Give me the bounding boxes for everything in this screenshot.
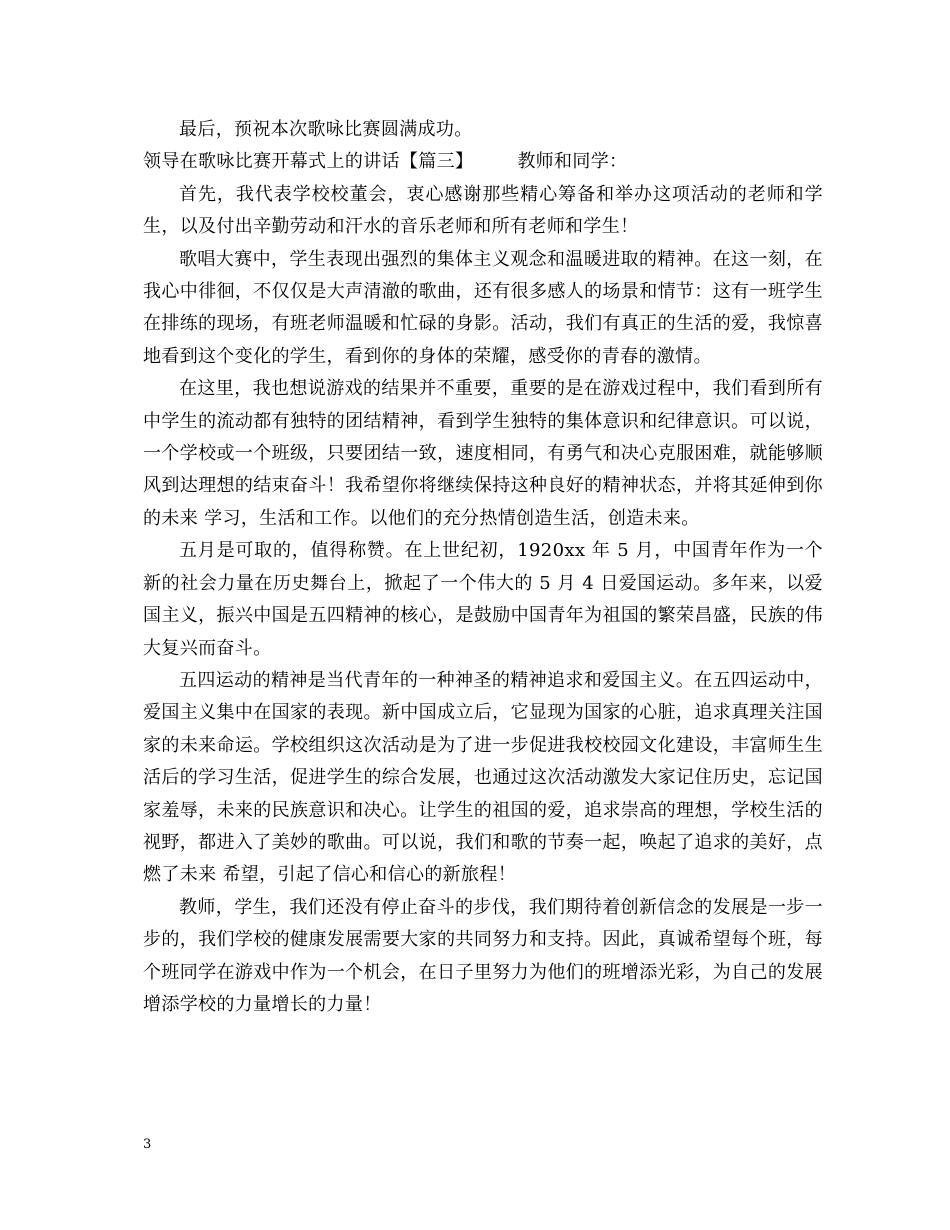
document-body: [143, 114, 823, 1021]
body-paragraph-2: 歌唱大赛中，学生表现出强烈的集体主义观念和温暖进取的精神。在这一刻，在我心中徘徊，不仅仅是大声清澈的歌曲，还有很多感人的场景和情节：这有一班学生在排练的现场，有班老师温暖和忙碌的身影。活动，我们有真正的生活的爱，我惊喜地看到这个变化的学生，看到你的身体的荣耀，感受你的青春的激情。: [143, 248, 823, 367]
section-title: 领导在歌咏比赛开幕式上的讲话【篇三】: [143, 151, 474, 173]
section-heading-line: [143, 146, 823, 178]
salutation: 教师和同学：: [517, 151, 628, 173]
body-paragraph-6: 教师，学生，我们还没有停止奋斗的步伐，我们期待着创新信念的发展是一步一步的，我们学校的健康发展需要大家的共同努力和支持。因此，真诚希望每个班，每个班同学在游戏中作为一个机会，在日子里努力为他们的班增添光彩，为自己的发展增添学校的力量增长的力量！: [143, 896, 823, 1015]
closing-wish-paragraph: 最后，预祝本次歌咏比赛圆满成功。: [179, 119, 473, 140]
body-paragraph-3: 在这里，我也想说游戏的结果并不重要，重要的是在游戏过程中，我们看到所有中学生的流动都有独特的团结精神，看到学生独特的集体意识和纪律意识。可以说，一个学校或一个班级，只要团结一致，速度相同，有勇气和决心克服困难，就能够顺风到达理想的结束奋斗！我希望你将继续保持这种良好的精神状态，并将其延伸到你的未来 学习，生活和工作。以他们的充分热情创造生活，创造未来。: [143, 378, 823, 529]
body-paragraph-4: 五月是可取的，值得称赞。在上世纪初，1920xx 年 5 月，中国青年作为一个新的社会力量在历史舞台上，掀起了一个伟大的 5 月 4 日爱国运动。多年来，以爱国主义，振兴中国是五四精神的核心，是鼓励中国青年为祖国的繁荣昌盛，民族的伟大复兴而奋斗。: [143, 540, 823, 659]
body-paragraph-5: 五四运动的精神是当代青年的一种神圣的精神追求和爱国主义。在五四运动中，爱国主义集中在国家的表现。新中国成立后，它显现为国家的心脏，追求真理关注国家的未来命运。学校组织这次活动是为了进一步促进我校校园文化建设，丰富师生生活后的学习生活，促进学生的综合发展，也通过这次活动激发大家记住历史，忘记国家羞辱，未来的民族意识和决心。让学生的祖国的爱，追求崇高的理想，学校生活的视野，都进入了美妙的歌曲。可以说，我们和歌的节奏一起，唤起了追求的美好，点燃了未来 希望，引起了信心和信心的新旅程！: [143, 669, 823, 886]
body-paragraph-1: 首先，我代表学校校董会，衷心感谢那些精心筹备和举办这项活动的老师和学生，以及付出辛勤劳动和汗水的音乐老师和所有老师和学生！: [143, 183, 823, 238]
page-number: 3: [143, 1137, 152, 1152]
